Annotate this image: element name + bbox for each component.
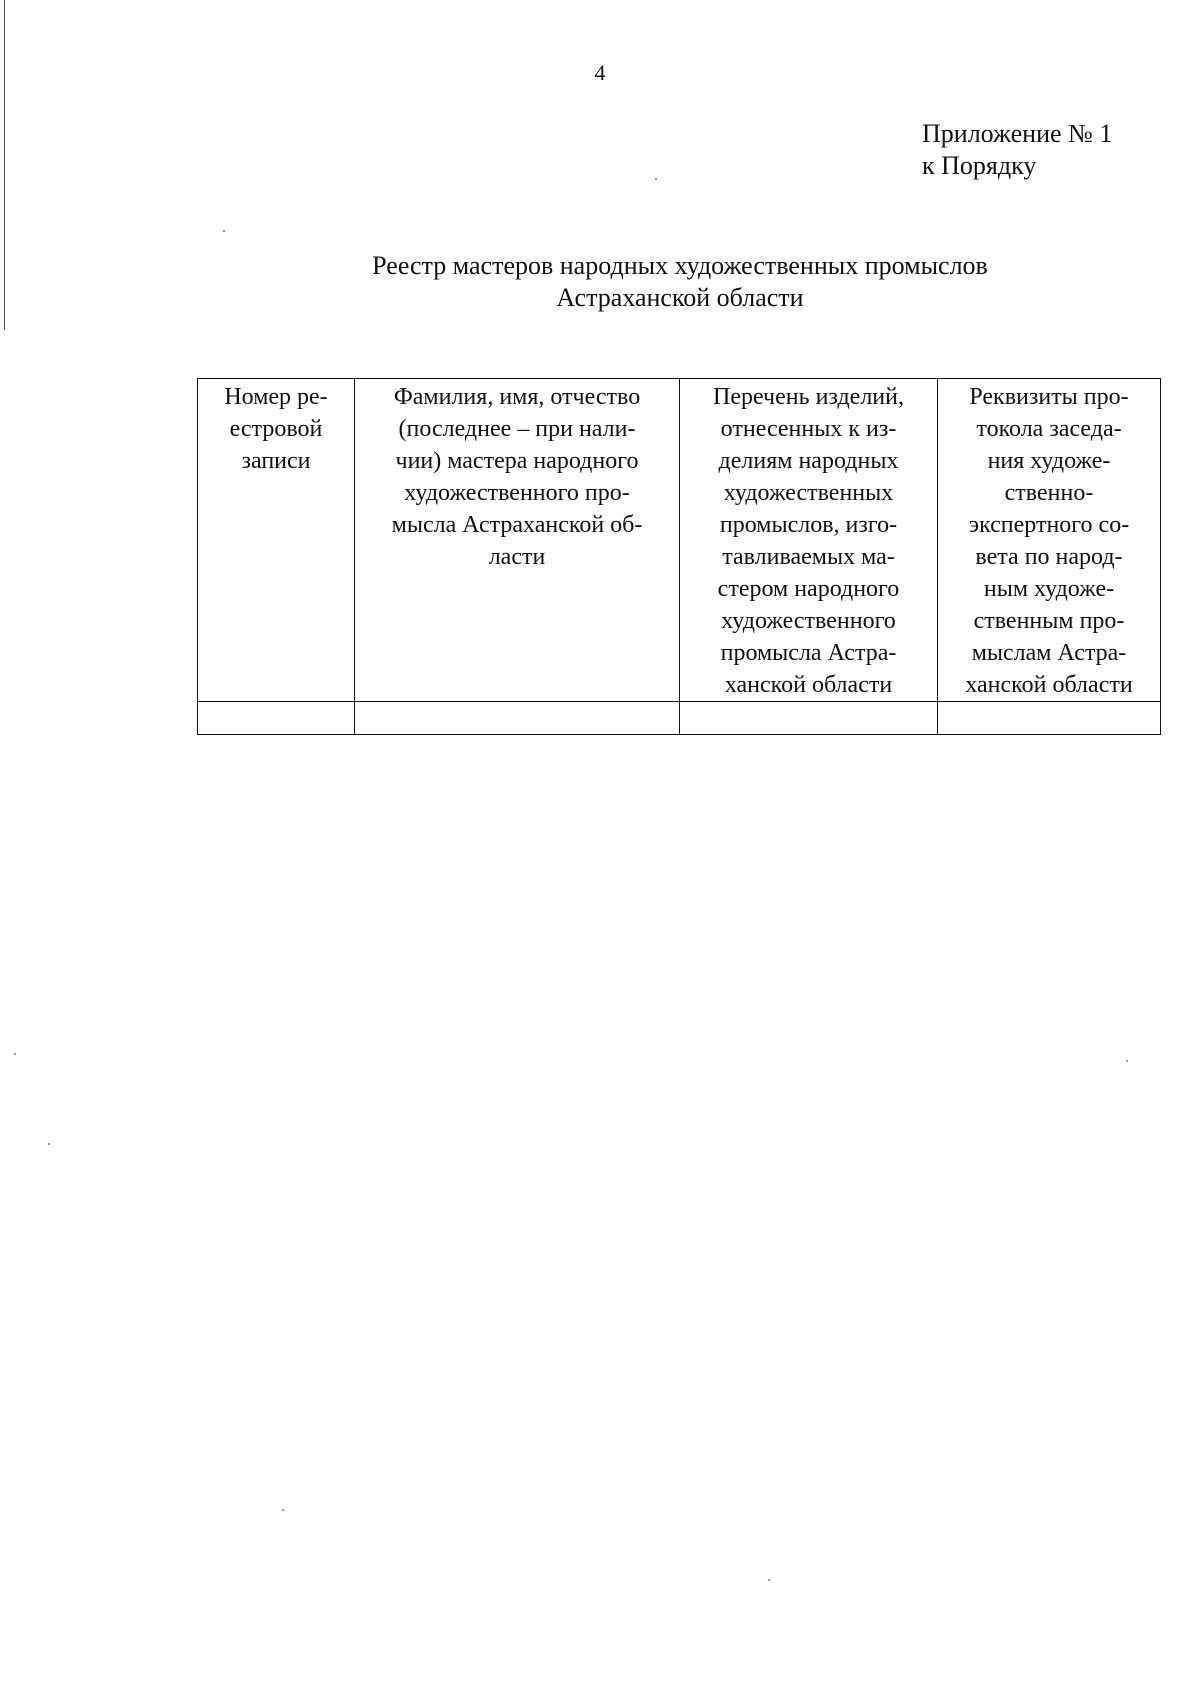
scan-speck: [1126, 1060, 1128, 1062]
header-master-name: Фамилия, имя, отчество (последнее – при нали- чии) мастера народного художественного про- мысла Астраханской об- ласти: [355, 379, 680, 702]
header-products-list: Перечень изделий, отнесенных к из- делиям народных художественных промыслов, изго- тавливаемых ма- стером народного художественного промысла Астра- ханской области: [680, 379, 938, 702]
table-cell: [680, 702, 938, 735]
table-cell: [198, 702, 355, 735]
appendix-line-1: Приложение № 1: [922, 119, 1113, 148]
scan-speck: [14, 1053, 16, 1055]
header-protocol-details: Реквизиты про- токола заседа- ния художе- ственно- экспертного со- вета по народ- ным художе- ственным про- мыслам Астра- ханской области: [938, 379, 1161, 702]
table-header-row: [198, 379, 1161, 702]
scan-speck: [48, 1143, 50, 1145]
appendix-reference: [922, 118, 1112, 182]
table-cell: [355, 702, 680, 735]
header-record-number: Номер ре- естровой записи: [198, 379, 355, 702]
scan-edge-line: [4, 0, 5, 330]
scan-speck: [655, 178, 657, 180]
scan-speck: [223, 230, 225, 232]
table-cell: [938, 702, 1161, 735]
table-row: [198, 702, 1161, 735]
scan-speck: [768, 1579, 770, 1581]
registry-table: [197, 378, 1161, 735]
document-title-line-1: Реестр мастеров народных художественных промыслов: [372, 251, 988, 280]
document-title: [200, 250, 1160, 314]
page-number: 4: [594, 60, 606, 85]
scan-speck: [282, 1509, 284, 1511]
document-title-line-2: Астраханской области: [556, 283, 804, 312]
appendix-line-2: к Порядку: [922, 151, 1037, 180]
